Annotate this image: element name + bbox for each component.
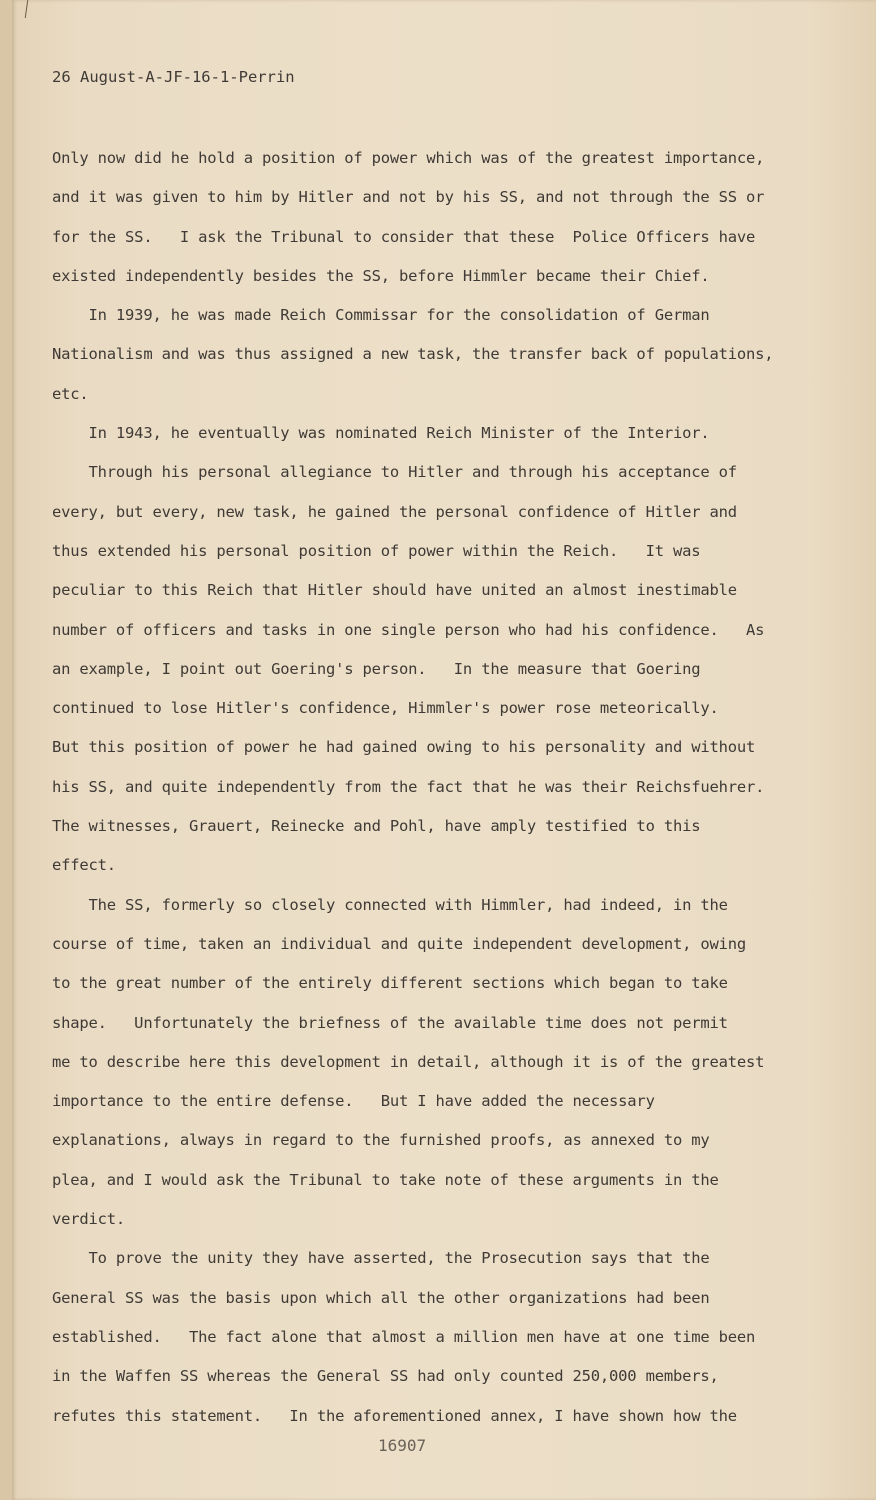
text-line: his SS, and quite independently from the fact that he was their Reichsfuehrer.	[52, 777, 765, 796]
text-line: shape. Unfortunately the briefness of the available time does not permit	[52, 1013, 728, 1032]
text-line: to the great number of the entirely different sections which began to take	[52, 974, 728, 993]
text-line: every, but every, new task, he gained the personal confidence of Hitler and	[52, 502, 737, 521]
text-line: and it was given to him by Hitler and not by his SS, and not through the SS or	[52, 188, 765, 207]
page-left-edge	[0, 0, 12, 1500]
text-line: effect.	[52, 856, 116, 875]
document-body	[52, 139, 842, 1436]
text-line: importance to the entire defense. But I have added the necessary	[52, 1092, 655, 1111]
page-number: 16907	[378, 1436, 427, 1455]
text-line: Only now did he hold a position of power which was of the greatest importance,	[52, 149, 765, 167]
text-line: continued to lose Hitler's confidence, Himmler's power rose meteorically.	[52, 699, 719, 718]
text-line: explanations, always in regard to the furnished proofs, as annexed to my	[52, 1131, 710, 1150]
text-line: plea, and I would ask the Tribunal to take note of these arguments in the	[52, 1170, 719, 1189]
text-line: refutes this statement. In the aforementioned annex, I have shown how the	[52, 1406, 737, 1425]
text-line: etc.	[52, 384, 89, 403]
text-line: me to describe here this development in detail, although it is of the greatest	[52, 1052, 765, 1071]
text-line: In 1939, he was made Reich Commissar for the consolidation of German	[52, 306, 710, 325]
text-line: number of officers and tasks in one single person who had his confidence. As	[52, 620, 765, 639]
text-line: for the SS. I ask the Tribunal to consider that these Police Officers have	[52, 227, 756, 246]
text-line: But this position of power he had gained owing to his personality and without	[52, 738, 756, 757]
text-line: thus extended his personal position of power within the Reich. It was	[52, 541, 701, 560]
text-line: course of time, taken an individual and quite independent development, owing	[52, 934, 747, 953]
text-line: Nationalism and was thus assigned a new task, the transfer back of populations,	[52, 345, 774, 364]
text-line: existed independently besides the SS, before Himmler became their Chief.	[52, 266, 710, 285]
text-line: Through his personal allegiance to Hitler and through his acceptance of	[52, 463, 737, 482]
document-header: 26 August-A-JF-16-1-Perrin	[52, 68, 295, 86]
text-line: established. The fact alone that almost a million men have at one time been	[52, 1327, 756, 1346]
text-line: To prove the unity they have asserted, the Prosecution says that the	[52, 1249, 710, 1268]
text-line: The SS, formerly so closely connected with Himmler, had indeed, in the	[52, 895, 728, 914]
text-line: General SS was the basis upon which all the other organizations had been	[52, 1288, 710, 1307]
text-line: peculiar to this Reich that Hitler should have united an almost inestimable	[52, 581, 737, 600]
text-line: In 1943, he eventually was nominated Reich Minister of the Interior.	[52, 424, 710, 443]
text-line: an example, I point out Goering's person. In the measure that Goering	[52, 659, 701, 678]
text-line: verdict.	[52, 1210, 126, 1229]
text-line: in the Waffen SS whereas the General SS had only counted 250,000 members,	[52, 1367, 719, 1386]
text-line: The witnesses, Grauert, Reinecke and Pohl, have amply testified to this	[52, 817, 701, 836]
